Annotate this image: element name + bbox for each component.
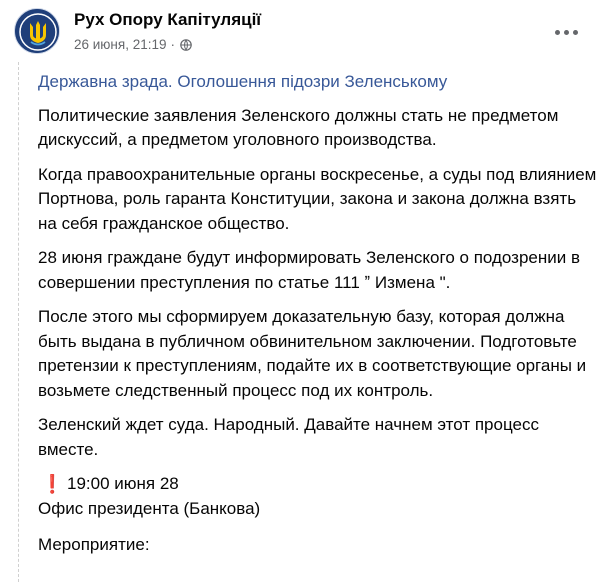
left-divider [18, 62, 19, 582]
globe-icon[interactable] [180, 39, 192, 51]
event-place: Офис президента (Банкова) [38, 498, 261, 518]
post-body [38, 70, 598, 558]
truncated-text: Мероприятие: [38, 535, 150, 554]
post-timestamp[interactable]: 26 июня, 21:19 [74, 37, 167, 52]
event-time-line [38, 472, 598, 497]
event-time: 19:00 июня 28 [67, 474, 179, 493]
more-dot [555, 30, 560, 35]
post-paragraph: 28 июня граждане будут информировать Зеленского о подозрении в совершении преступления по статье 111 ˮ Измена ". [38, 248, 580, 292]
post-paragraph: После этого мы сформируем доказательную базу, которая должна быть выдана в публичном обвинительном заключении. Подготовьте претензии к преступлениям, подайте их в соответствующие органы и возьмете следственный процесс под их контроль. [38, 307, 587, 400]
post-paragraph: Когда правоохранительные органы воскресенье, а суды под влиянием Портнова, роль гаранта Конституции, закона и закона должна взять на себя гражданское общество. [38, 164, 597, 233]
post-paragraph: Политические заявления Зеленского должны стать не предметом дискуссий, а предметом уголовного производства. [38, 105, 559, 149]
more-dot [564, 30, 569, 35]
page-avatar[interactable] [14, 8, 60, 54]
page-name-link[interactable]: Рух Опору Капітуляції [74, 10, 262, 29]
more-dot [573, 30, 578, 35]
more-options-icon[interactable] [546, 18, 586, 46]
trident-logo-icon [15, 9, 60, 54]
post-paragraph: Зеленский ждет суда. Народный. Давайте начнем этот процесс вместе. [38, 415, 539, 459]
exclamation-icon: ❗ [41, 474, 64, 494]
post-meta [74, 37, 192, 52]
post-header [0, 0, 604, 64]
meta-separator: · [170, 37, 175, 52]
post-title-link[interactable]: Державна зрада. Оголошення підозри Зеленському [38, 72, 448, 91]
